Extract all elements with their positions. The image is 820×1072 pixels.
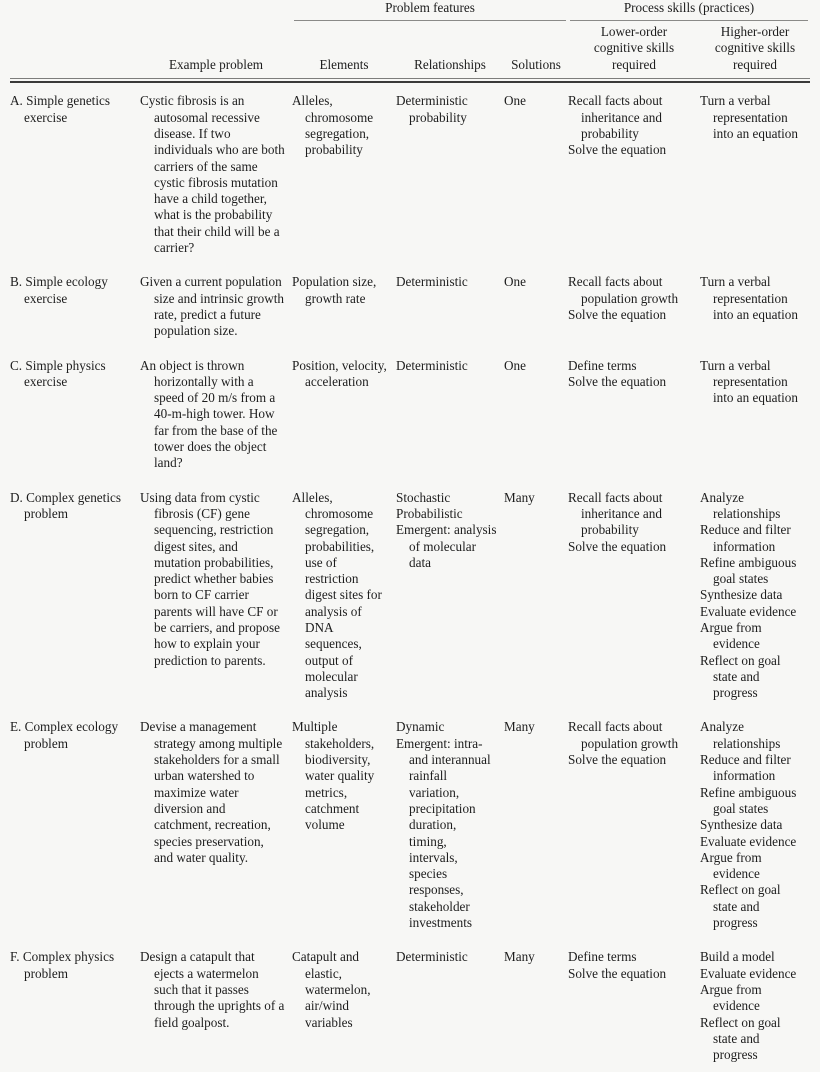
- column-header-example-problem-line1: Example problem: [168, 56, 264, 72]
- row-label-cell-text: D. Complex genetics problem: [10, 489, 121, 521]
- list-item: Solve the equation: [568, 538, 667, 554]
- list-item: Argue from evidence: [700, 981, 762, 1014]
- list-item: Define terms: [568, 949, 637, 965]
- list-item: Synthesize data: [700, 817, 783, 833]
- relationships-cell-list: [396, 490, 497, 571]
- row-label-cell: [10, 265, 140, 348]
- higher-order-skills-cell-list: [700, 949, 803, 1063]
- relationships-cell: [396, 481, 504, 711]
- relationships-cell-list: [396, 719, 497, 931]
- column-header-row: [10, 22, 810, 79]
- example-problem-cell: [140, 710, 292, 940]
- column-header-row-label: [10, 22, 140, 79]
- row-label-cell: [10, 481, 140, 711]
- problem-features-table: [10, 0, 810, 1072]
- lower-order-skills-cell-list: [568, 949, 693, 982]
- row-label-cell-text: C. Simple physics exercise: [10, 357, 106, 389]
- example-problem-cell: [140, 83, 292, 265]
- list-item: Solve the equation: [568, 306, 667, 322]
- elements-cell-list: [292, 358, 389, 391]
- table-row: [10, 83, 810, 265]
- list-item: Reduce and filter information: [700, 752, 791, 784]
- table-row: [10, 940, 810, 1072]
- spanner-label-row: [10, 0, 810, 22]
- list-item: Turn a verbal representation into an equation: [700, 274, 798, 322]
- row-label-cell-text: F. Complex physics problem: [10, 949, 115, 981]
- column-header-elements-line1: Elements: [319, 56, 369, 72]
- row-label-cell-text: E. Complex ecology problem: [10, 719, 119, 751]
- example-problem-cell-text: Using data from cystic fibrosis (CF) gene sequencing, restriction digest sites, and mutation probabilities, predict whether babies born to CF carrier parents will have CF or be carriers, and propose how to explain your prediction to parents.: [140, 489, 280, 668]
- relationships-cell: [396, 265, 504, 348]
- relationships-cell: [396, 349, 504, 481]
- spanner-blank-example: [140, 0, 292, 22]
- column-header-relationships-line1: Relationships: [414, 56, 486, 72]
- table-body: [10, 83, 810, 1072]
- solutions-cell: Many: [504, 489, 535, 505]
- column-header-lower-order-line1: Lower-order: [600, 23, 668, 39]
- list-item: Deterministic probability: [396, 93, 468, 125]
- spanner-process-skills-rule: [570, 20, 808, 21]
- relationships-cell: [396, 940, 504, 1072]
- list-item: Evaluate evidence: [700, 833, 797, 849]
- list-item: Solve the equation: [568, 373, 667, 389]
- list-item: Recall facts about population growth: [568, 274, 679, 306]
- column-header-lower-order-line3: required: [612, 56, 656, 72]
- lower-order-skills-cell-list: [568, 719, 693, 768]
- lower-order-skills-cell-list: [568, 93, 693, 158]
- column-header-lower-order-line2: cognitive skills: [593, 40, 675, 56]
- list-item: Reflect on goal state and progress: [700, 652, 781, 701]
- lower-order-skills-cell-list: [568, 490, 693, 555]
- list-item: Evaluate evidence: [700, 603, 797, 619]
- elements-cell-list: [292, 949, 389, 1030]
- list-item: Turn a verbal representation into an equation: [700, 93, 798, 141]
- higher-order-skills-cell-list: [700, 358, 803, 407]
- row-label-cell-text: B. Simple ecology exercise: [10, 274, 108, 306]
- list-item: Reflect on goal state and progress: [700, 882, 781, 931]
- example-problem-cell-text: Design a catapult that ejects a watermelon such that it passes through the uprights of a field goalpost.: [140, 949, 285, 1030]
- list-item: Recall facts about inheritance and probability: [568, 489, 663, 538]
- example-problem-cell-text: Devise a management strategy among multiple stakeholders for a small urban watershed to maximize water diversion and catchment, recreation, species preservation, and water quality.: [140, 719, 283, 865]
- list-item: Multiple stakeholders, biodiversity, water quality metrics, catchment volume: [292, 719, 375, 833]
- list-item: Deterministic: [396, 274, 468, 290]
- relationships-cell-list: [396, 93, 497, 126]
- example-problem-cell: [140, 265, 292, 348]
- lower-order-skills-cell-list: [568, 358, 693, 391]
- row-label-cell-text: A. Simple genetics exercise: [10, 93, 110, 125]
- list-item: Solve the equation: [568, 142, 667, 158]
- column-header-solutions: [504, 22, 568, 79]
- list-item: Argue from evidence: [700, 849, 762, 882]
- column-header-elements: [292, 22, 396, 79]
- row-label-cell: [10, 710, 140, 940]
- list-item: Deterministic: [396, 949, 468, 965]
- list-item: Emergent: analysis of molecular data: [396, 522, 497, 570]
- column-header-higher-order-line3: required: [733, 56, 777, 72]
- elements-cell: [292, 349, 396, 481]
- column-header-higher-order-line1: Higher-order: [720, 23, 790, 39]
- list-item: Reduce and filter information: [700, 522, 791, 554]
- elements-cell: [292, 710, 396, 940]
- list-item: Probabilistic: [396, 505, 463, 521]
- list-item: Recall facts about population growth: [568, 719, 679, 751]
- relationships-cell-list: [396, 358, 497, 374]
- lower-order-skills-cell: [568, 481, 700, 711]
- example-problem-cell: [140, 940, 292, 1072]
- list-item: Deterministic: [396, 357, 468, 373]
- solutions-cell: One: [504, 357, 526, 373]
- lower-order-skills-cell: [568, 710, 700, 940]
- spanner-problem-features-rule: [294, 20, 566, 21]
- elements-cell-list: [292, 490, 389, 702]
- list-item: Evaluate evidence: [700, 965, 797, 981]
- lower-order-skills-cell: [568, 349, 700, 481]
- elements-cell: [292, 940, 396, 1072]
- list-item: Alleles, chromosome segregation, probability: [292, 93, 374, 158]
- higher-order-skills-cell-list: [700, 490, 803, 702]
- table-row: [10, 349, 810, 481]
- elements-cell: [292, 481, 396, 711]
- relationships-cell-list: [396, 949, 497, 965]
- row-label-cell: [10, 940, 140, 1072]
- table-header: [10, 0, 810, 83]
- lower-order-skills-cell: [568, 83, 700, 265]
- higher-order-skills-cell: [700, 940, 810, 1072]
- spanner-blank-label: [10, 0, 140, 22]
- elements-cell-list: [292, 719, 389, 833]
- relationships-cell: [396, 710, 504, 940]
- list-item: Argue from evidence: [700, 619, 762, 652]
- solutions-cell: One: [504, 274, 526, 290]
- list-item: Build a model: [700, 949, 775, 965]
- column-header-relationships: [396, 22, 504, 79]
- example-problem-cell-text: An object is thrown horizontally with a speed of 20 m/s from a 40-m-high tower. How far from the base of the tower does the object land?: [140, 357, 278, 471]
- list-item: Dynamic: [396, 719, 445, 735]
- example-problem-cell-text: Cystic fibrosis is an autosomal recessive disease. If two individuals who are both carriers of the same cystic fibrosis mutation have a child together, what is the probability that their child will be a carrier?: [140, 93, 285, 256]
- list-item: Refine ambiguous goal states: [700, 554, 797, 587]
- higher-order-skills-cell-list: [700, 274, 803, 323]
- list-item: Turn a verbal representation into an equation: [700, 357, 798, 406]
- relationships-cell-list: [396, 274, 497, 290]
- list-item: Define terms: [568, 357, 637, 373]
- list-item: Refine ambiguous goal states: [700, 784, 797, 816]
- table-row: [10, 481, 810, 711]
- column-header-example-problem: [140, 22, 292, 79]
- list-item: Reflect on goal state and progress: [700, 1014, 781, 1063]
- list-item: Emergent: intra- and interannual rainfall variation, precipitation duration, timing, intervals, species responses, stakeholder investments: [396, 735, 491, 931]
- row-label-cell: [10, 349, 140, 481]
- elements-cell: [292, 265, 396, 348]
- table-row: [10, 265, 810, 348]
- list-item: Recall facts about inheritance and probability: [568, 93, 663, 141]
- relationships-cell: [396, 83, 504, 265]
- list-item: Solve the equation: [568, 965, 667, 981]
- spanner-process-skills: [568, 0, 810, 22]
- solutions-cell: One: [504, 93, 526, 109]
- column-header-solutions-line1: Solutions: [511, 56, 561, 72]
- lower-order-skills-cell: [568, 265, 700, 348]
- elements-cell-list: [292, 93, 389, 158]
- table-row: [10, 710, 810, 940]
- lower-order-skills-cell-list: [568, 274, 693, 323]
- spanner-process-skills-label: Process skills (practices): [623, 0, 755, 15]
- lower-order-skills-cell: [568, 940, 700, 1072]
- higher-order-skills-cell-list: [700, 93, 803, 142]
- example-problem-cell: [140, 349, 292, 481]
- list-item: Population size, growth rate: [292, 274, 377, 306]
- example-problem-cell-text: Given a current population size and intrinsic growth rate, predict a future population size.: [140, 274, 285, 339]
- column-header-lower-order: [568, 22, 700, 79]
- list-item: Analyze relationships: [700, 489, 781, 521]
- example-problem-cell: [140, 481, 292, 711]
- list-item: Catapult and elastic, watermelon, air/wind variables: [292, 949, 371, 1030]
- elements-cell-list: [292, 274, 389, 307]
- higher-order-skills-cell: [700, 265, 810, 348]
- list-item: Position, velocity, acceleration: [292, 357, 387, 389]
- list-item: Analyze relationships: [700, 719, 781, 751]
- column-header-higher-order: [700, 22, 810, 79]
- column-header-higher-order-line2: cognitive skills: [714, 40, 796, 56]
- solutions-cell: Many: [504, 719, 535, 735]
- higher-order-skills-cell-list: [700, 719, 803, 931]
- row-label-cell: [10, 83, 140, 265]
- higher-order-skills-cell: [700, 83, 810, 265]
- spanner-problem-features: [292, 0, 568, 22]
- elements-cell: [292, 83, 396, 265]
- higher-order-skills-cell: [700, 481, 810, 711]
- spanner-problem-features-label: Problem features: [385, 0, 475, 15]
- list-item: Alleles, chromosome segregation, probabilities, use of restriction digest sites for analysis of DNA sequences, output of molecular analysis: [292, 489, 382, 701]
- list-item: Solve the equation: [568, 752, 667, 768]
- higher-order-skills-cell: [700, 349, 810, 481]
- higher-order-skills-cell: [700, 710, 810, 940]
- list-item: Synthesize data: [700, 587, 783, 603]
- solutions-cell: Many: [504, 949, 535, 965]
- list-item: Stochastic: [396, 489, 451, 505]
